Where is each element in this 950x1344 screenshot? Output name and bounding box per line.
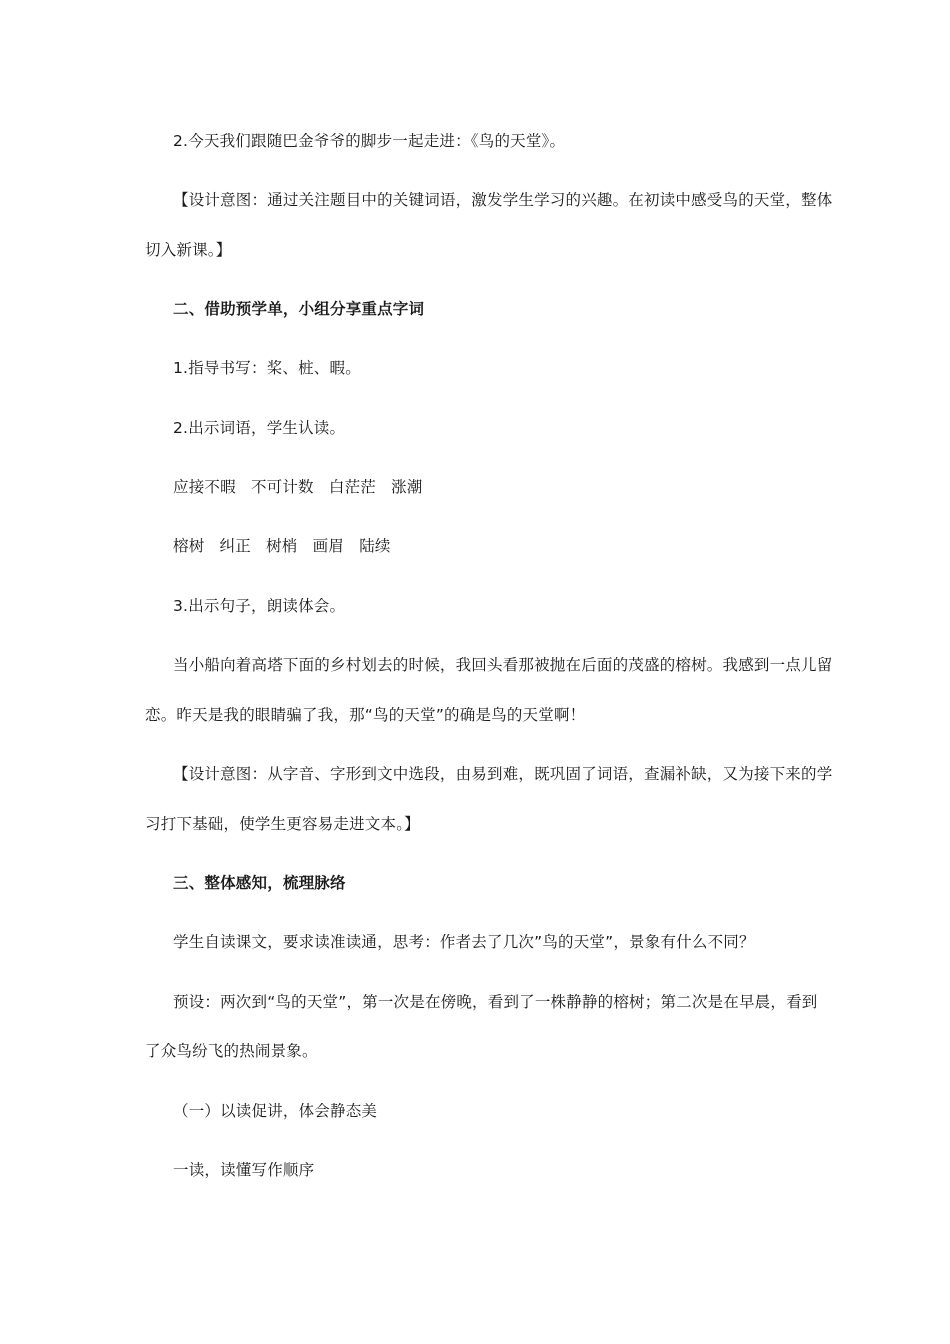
- paragraph: 1.指导书写：桨、桩、暇。: [173, 359, 361, 377]
- word-list: [0, 477, 950, 497]
- word: 白茫茫: [328, 478, 377, 496]
- quoted-passage-cont: 恋。昨天是我的眼睛骗了我，那“鸟的天堂”的确是鸟的天堂啊！: [145, 706, 586, 724]
- word: 应接不暇: [173, 478, 236, 496]
- design-intent-note: 【设计意图：从字音、字形到文中选段，由易到难，既巩固了词语，查漏补缺，又为接下来的学: [173, 765, 833, 783]
- quoted-passage: 当小船向着高塔下面的乡村划去的时候，我回头看那被抛在后面的茂盛的榕树。我感到一点儿留: [173, 656, 833, 674]
- section-heading: 二、借助预学单，小组分享重点字词: [173, 300, 425, 318]
- word: 涨潮: [391, 478, 423, 496]
- word: 榕树: [173, 537, 205, 555]
- word: 陆续: [359, 537, 391, 555]
- paragraph-cont: 了众鸟纷飞的热闹景象。: [145, 1042, 318, 1060]
- paragraph: 预设：两次到“鸟的天堂”，第一次是在傍晚，看到了一株静静的榕树；第二次是在早晨，看到: [173, 993, 818, 1011]
- word: 画眉: [312, 537, 345, 555]
- paragraph: 2.今天我们跟随巴金爷爷的脚步一起走进：《鸟的天堂》。: [173, 132, 566, 150]
- word: 纠正: [219, 537, 251, 555]
- design-intent-note: 【设计意图：通过关注题目中的关键词语，激发学生学习的兴趣。在初读中感受鸟的天堂，整体: [173, 191, 833, 209]
- word-list: [0, 536, 950, 556]
- paragraph: 一读，读懂写作顺序: [173, 1161, 315, 1179]
- word: 树梢: [266, 537, 298, 555]
- design-intent-note-cont: 习打下基础，使学生更容易走进文本。】: [145, 815, 420, 833]
- section-heading: 三、整体感知，梳理脉络: [173, 874, 346, 892]
- word: 不可计数: [250, 478, 314, 496]
- paragraph: 学生自读课文，要求读准读通，思考：作者去了几次”鸟的天堂”，景象有什么不同？: [173, 933, 755, 951]
- paragraph: 2.出示词语，学生认读。: [173, 419, 346, 437]
- subsection-heading: （一）以读促讲，体会静态美: [173, 1102, 378, 1120]
- paragraph: 3.出示句子，朗读体会。: [173, 597, 346, 615]
- design-intent-note-cont: 切入新课。】: [145, 241, 232, 259]
